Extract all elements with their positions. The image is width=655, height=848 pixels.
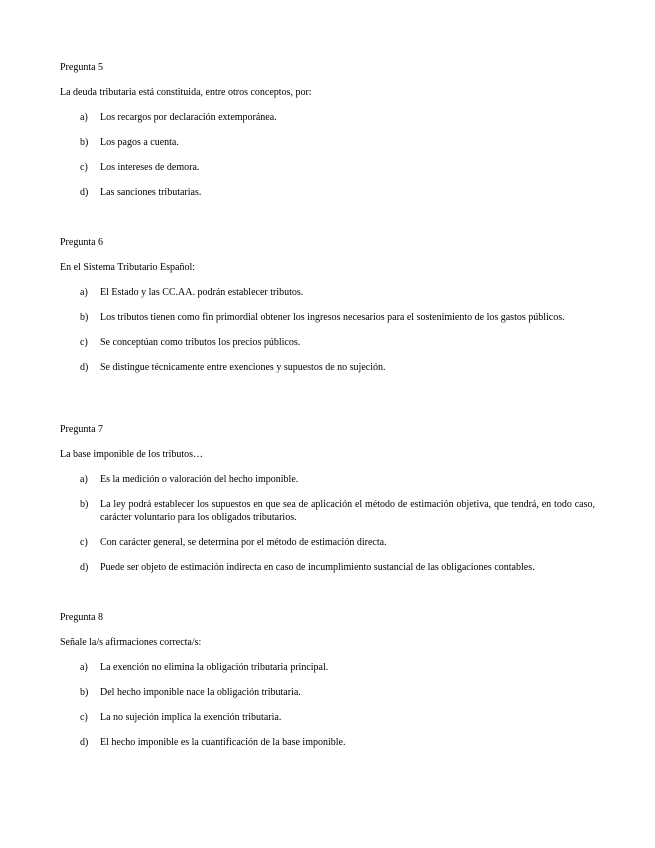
question-stem: Señale la/s afirmaciones correcta/s: [60, 637, 202, 648]
option-letter: a) [80, 474, 88, 485]
option-text: Es la medición o valoración del hecho imponible. [100, 474, 299, 485]
option-letter: b) [80, 687, 89, 698]
option-letter: a) [80, 112, 88, 123]
options-list [60, 286, 595, 374]
question-5 [60, 61, 595, 211]
option-letter: d) [80, 362, 89, 373]
option-text: Las sanciones tributarias. [100, 187, 202, 198]
option-c [60, 711, 595, 724]
option-text: La no sujeción implica la exención tributaria. [100, 712, 282, 723]
option-d [60, 736, 595, 749]
question-title: Pregunta 7 [60, 424, 104, 435]
option-letter: d) [80, 187, 89, 198]
option-text: Se conceptúan como tributos los precios públicos. [100, 337, 301, 348]
question-title: Pregunta 8 [60, 612, 104, 623]
options-list [60, 661, 595, 749]
option-a [60, 111, 595, 124]
option-text: El hecho imponible es la cuantificación de la base imponible. [100, 737, 346, 748]
option-text: Se distingue técnicamente entre exenciones y supuestos de no sujeción. [100, 362, 386, 373]
options-list [60, 111, 595, 199]
option-text: Los pagos a cuenta. [100, 137, 179, 148]
option-d [60, 561, 595, 574]
option-text: Los recargos por declaración extemporánea. [100, 112, 277, 123]
option-text: Del hecho imponible nace la obligación tributaria. [100, 687, 301, 698]
option-letter: c) [80, 162, 88, 173]
option-text: La exención no elimina la obligación tributaria principal. [100, 662, 329, 673]
option-text: Los tributos tienen como fin primordial obtener los ingresos necesarios para el sostenimiento de los gastos públicos. [100, 312, 565, 323]
option-b [60, 311, 595, 324]
option-d [60, 186, 595, 199]
option-text: Puede ser objeto de estimación indirecta en caso de incumplimiento sustancial de las obligaciones contables. [100, 562, 535, 573]
option-a [60, 473, 595, 486]
option-letter: b) [80, 137, 89, 148]
question-7 [60, 423, 595, 586]
question-title: Pregunta 5 [60, 62, 104, 73]
option-d [60, 361, 595, 374]
option-b [60, 498, 595, 524]
question-stem: La base imponible de los tributos… [60, 449, 204, 460]
options-list [60, 473, 595, 574]
question-stem: En el Sistema Tributario Español: [60, 262, 195, 273]
option-letter: c) [80, 712, 88, 723]
option-letter: a) [80, 287, 88, 298]
option-text: Los intereses de demora. [100, 162, 200, 173]
option-b [60, 686, 595, 699]
question-stem: La deuda tributaria está constituida, entre otros conceptos, por: [60, 87, 312, 98]
option-a [60, 661, 595, 674]
option-letter: a) [80, 662, 88, 673]
question-6 [60, 236, 595, 386]
option-letter: b) [80, 312, 89, 323]
option-letter: d) [80, 737, 89, 748]
question-8 [60, 611, 595, 761]
option-c [60, 161, 595, 174]
option-text: Con carácter general, se determina por el método de estimación directa. [100, 537, 387, 548]
option-letter: b) [80, 499, 89, 510]
option-letter: d) [80, 562, 89, 573]
option-letter: c) [80, 337, 88, 348]
option-text: El Estado y las CC.AA. podrán establecer tributos. [100, 287, 304, 298]
option-letter: c) [80, 537, 88, 548]
option-text: La ley podrá establecer los supuestos en que sea de aplicación el método de estimación objetiva, que tendrá, en todo caso, carácter voluntario para los obligados tributarios. [100, 499, 595, 523]
option-c [60, 536, 595, 549]
option-a [60, 286, 595, 299]
option-b [60, 136, 595, 149]
question-title: Pregunta 6 [60, 237, 104, 248]
option-c [60, 336, 595, 349]
